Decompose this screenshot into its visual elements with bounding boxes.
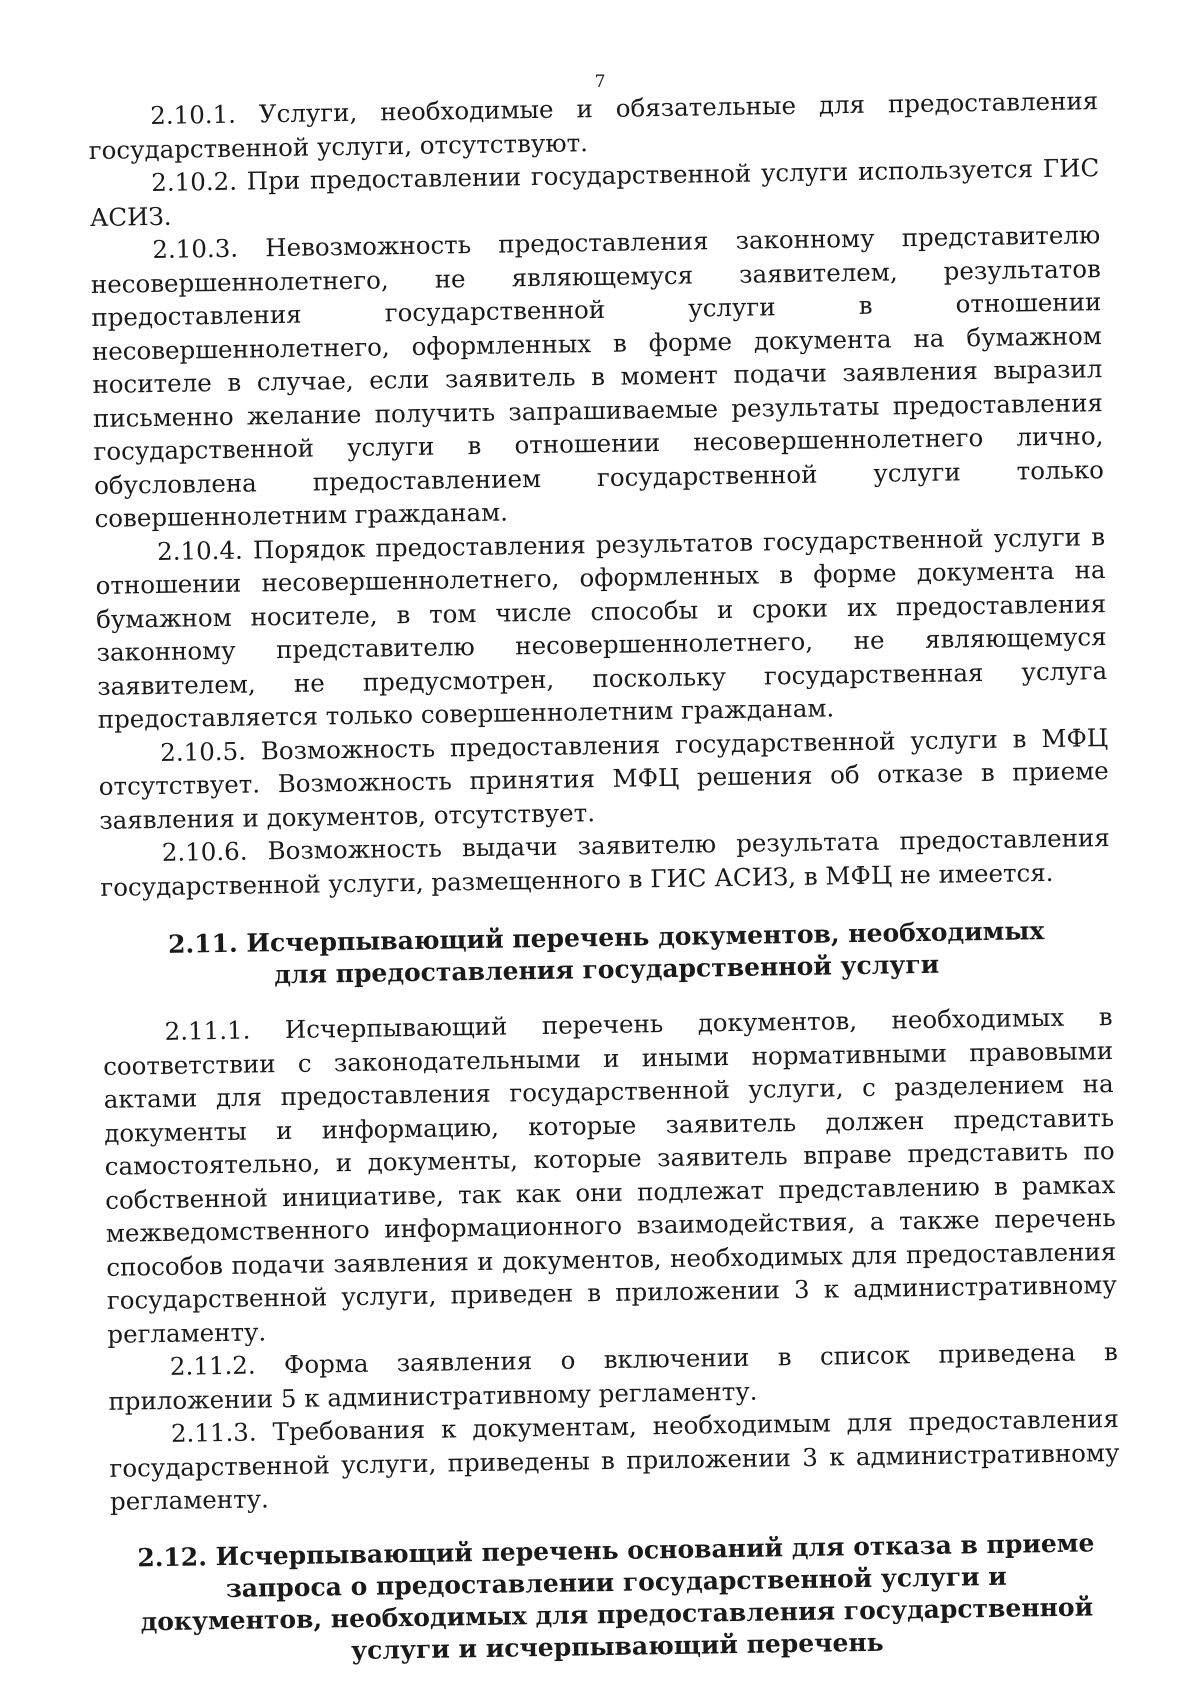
paragraph-2-11-2: 2.11.2. Форма заявления о включении в список приведена в приложении 5 к административному регламенту.: [108, 1336, 1119, 1416]
document-body: [88, 84, 1123, 1692]
paragraph-2-10-6: 2.10.6. Возможность выдачи заявителю результата предоставления государственной услуги, размещенного в ГИС АСИЗ, в МФЦ не имеется.: [100, 823, 1110, 902]
paragraph-2-10-5: 2.10.5. Возможность предоставления государственной услуги в МФЦ отсутствует. Возможность принятия МФЦ решения об отказе в приеме заявления и документов, отсутствует.: [98, 722, 1109, 835]
paragraph-2-10-4: 2.10.4. Порядок предоставления результатов государственной услуги в отношении несовершеннолетнего, оформленных в форме документа на бумажном носителе, в том числе способы и сроки их предоставления законному представителю несовершеннолетнего, не являющемуся заявителем, не предусмотрен, поскольку государственная услуга предоставляется только совершеннолетним гражданам.: [95, 521, 1108, 734]
section-heading-2-11: 2.11. Исчерпывающий перечень документов, необходимых для предоставления государственной услуги: [167, 916, 1045, 990]
paragraph-2-10-1: 2.10.1. Услуги, необходимые и обязательные для предоставления государственной услуги, отсутствуют.: [88, 86, 1099, 165]
section-2-10: [88, 84, 1111, 904]
section-2-12: [111, 1526, 1123, 1670]
section-heading-2-12: 2.12. Исчерпывающий перечень оснований для отказа в приеме запроса о предоставлении государственной услуги и документов, необходимых для предоставления государственной услуги и исчерпывающий перечень: [137, 1527, 1095, 1665]
page-number: 7: [594, 72, 606, 92]
paragraph-2-10-2: 2.10.2. При предоставлении государственной услуги используется ГИС АСИЗ.: [89, 153, 1100, 232]
paragraph-2-11-1: 2.11.1. Исчерпывающий перечень документов, необходимых в соответствии с законодательными и иными нормативными правовыми актами для предоставления государственной услуги, с разделением на документы и информацию, которые заявитель должен представить самостоятельно, и документы, которые заявитель вправе представить по собственной инициативе, так как они подлежат представлению в рамках межведомственного информационного взаимодействия, а также перечень способов подачи заявления и документов, необходимых для предоставления государственной услуги, приведен в приложении 3 к административному регламенту.: [102, 1002, 1117, 1349]
paragraph-2-10-3: 2.10.3. Невозможность предоставления законному представителю несовершеннолетнего, не являющемуся заявителем, результатов предоставления государственной услуги в отношении несовершеннолетнего, оформленных в форме документа на бумажном носителе в случае, если заявитель в момент подачи заявления выразил письменно желание получить запрашиваемые результаты предоставления государственной услуги в отношении несовершеннолетнего лично, обусловлена предоставлением государственной услуги только совершеннолетним гражданам.: [90, 220, 1105, 533]
section-2-11: [101, 914, 1120, 1518]
paragraph-2-11-3: 2.11.3. Требования к документам, необходимым для предоставления государственной услуги, приведены в приложении 3 к административному регламенту.: [109, 1403, 1120, 1516]
